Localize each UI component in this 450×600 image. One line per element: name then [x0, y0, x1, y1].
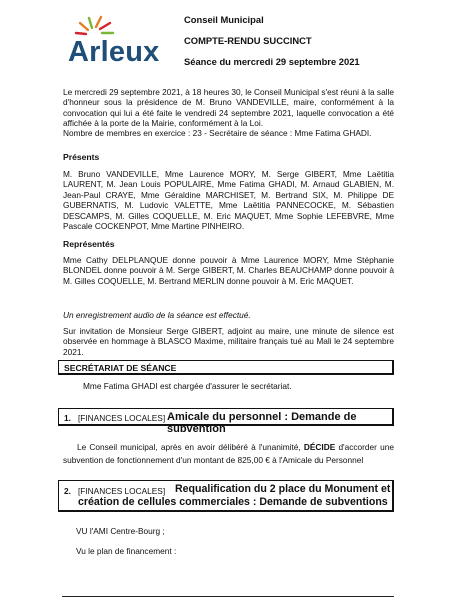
agenda-item-1-header — [58, 408, 394, 435]
decision-text-a: Le Conseil municipal, après en avoir délibéré à l'unanimité, — [77, 442, 301, 452]
document-type: COMPTE-RENDU SUCCINCT — [184, 35, 312, 46]
table-top-rule — [62, 596, 394, 597]
intro-paragraph: Le mercredi 29 septembre 2021, à 18 heures 30, le Conseil Municipal s'est réuni à la salle d'honneur sous la présidence de M. Bruno VANDEVILLE, maire, conformément à la convocation qui lui a été faite le vendredi 24 septembre 2021, laquelle convocation a été affichée à la porte de la Mairie, conformément à la Loi. — [63, 87, 394, 129]
agenda-item-2-header — [58, 480, 394, 512]
arleux-logo — [62, 14, 162, 76]
item-1-decision — [63, 441, 394, 466]
session-date: Séance du mercredi 29 septembre 2021 — [184, 56, 360, 67]
present-list: M. Bruno VANDEVILLE, Mme Laurence MORY, M. Serge GIBERT, Mme Laëtitia LAURENT, M. Jean Louis POPULAIRE, Mme Fatima GHADI, M. Arnaud GLABIEN, M. Jean-Paul CRAYE, Mme Géraldine MARCHISET, M. Bertrand SIX, M. Philippe DE GUBERNATIS, M. Ludovic VALETTE, Mme Laëtitia PANNECOCKE, M. Sébastien DESCAMPS, M. Gilles COQUELLE, M. Eric MAQUET, Mme Sophie LEFEBVRE, Mme Pascale COCKENPOT, Mme Martine PINHEIRO. — [63, 169, 394, 232]
item-title-line-1: Requalification du 2 place du Monument et — [175, 483, 391, 495]
decision-keyword: DÉCIDE — [303, 442, 336, 452]
item-number: 1. — [64, 413, 71, 423]
item-number: 2. — [64, 486, 71, 496]
secretariat-text: Mme Fatima GHADI est chargée d'assurer le secrétariat. — [83, 381, 292, 391]
vu-ami: VU l'AMI Centre-Bourg ; — [76, 526, 165, 536]
secretariat-heading: SECRÉTARIAT DE SÉANCE — [58, 360, 394, 375]
logo-text: Arleux — [68, 36, 160, 68]
silence-paragraph: Sur invitation de Monsieur Serge GIBERT, adjoint au maire, une minute de silence est observée en hommage à BLASCO Maxime, militaire français tué au Mali le 24 septembre 2021. — [63, 326, 394, 357]
audio-note: Un enregistrement audio de la séance est effectué. — [63, 310, 251, 320]
decision-text-b: d'accorder une subvention de fonctionnement d'un montant de 825,00 € à l'Amicale du Personnel — [63, 442, 394, 465]
item-category: [FINANCES LOCALES] — [78, 413, 166, 423]
item-title-line-2: création de cellules commerciales : Demande de subventions — [78, 496, 388, 508]
present-heading: Présents — [63, 152, 100, 162]
item-title: Amicale du personnel : Demande de subvention — [167, 411, 357, 435]
members-line: Nombre de membres en exercice : 23 - Secrétaire de séance : Mme Fatima GHADI. — [63, 128, 372, 138]
represented-heading: Représentés — [63, 239, 115, 249]
vu-financing: Vu le plan de financement : — [76, 546, 177, 556]
represented-list: Mme Cathy DELPLANQUE donne pouvoir à Mme Laurence MORY, Mme Stéphanie BLONDEL donne pouvoir à M. Serge GIBERT, M. Charles BEAUCHAMP donne pouvoir à M. Gilles COQUELLE, M. Bertrand MERLIN donne pouvoir à M. Eric MAQUET. — [63, 255, 394, 286]
item-category: [FINANCES LOCALES] — [78, 486, 166, 496]
council-name: Conseil Municipal — [184, 14, 264, 25]
